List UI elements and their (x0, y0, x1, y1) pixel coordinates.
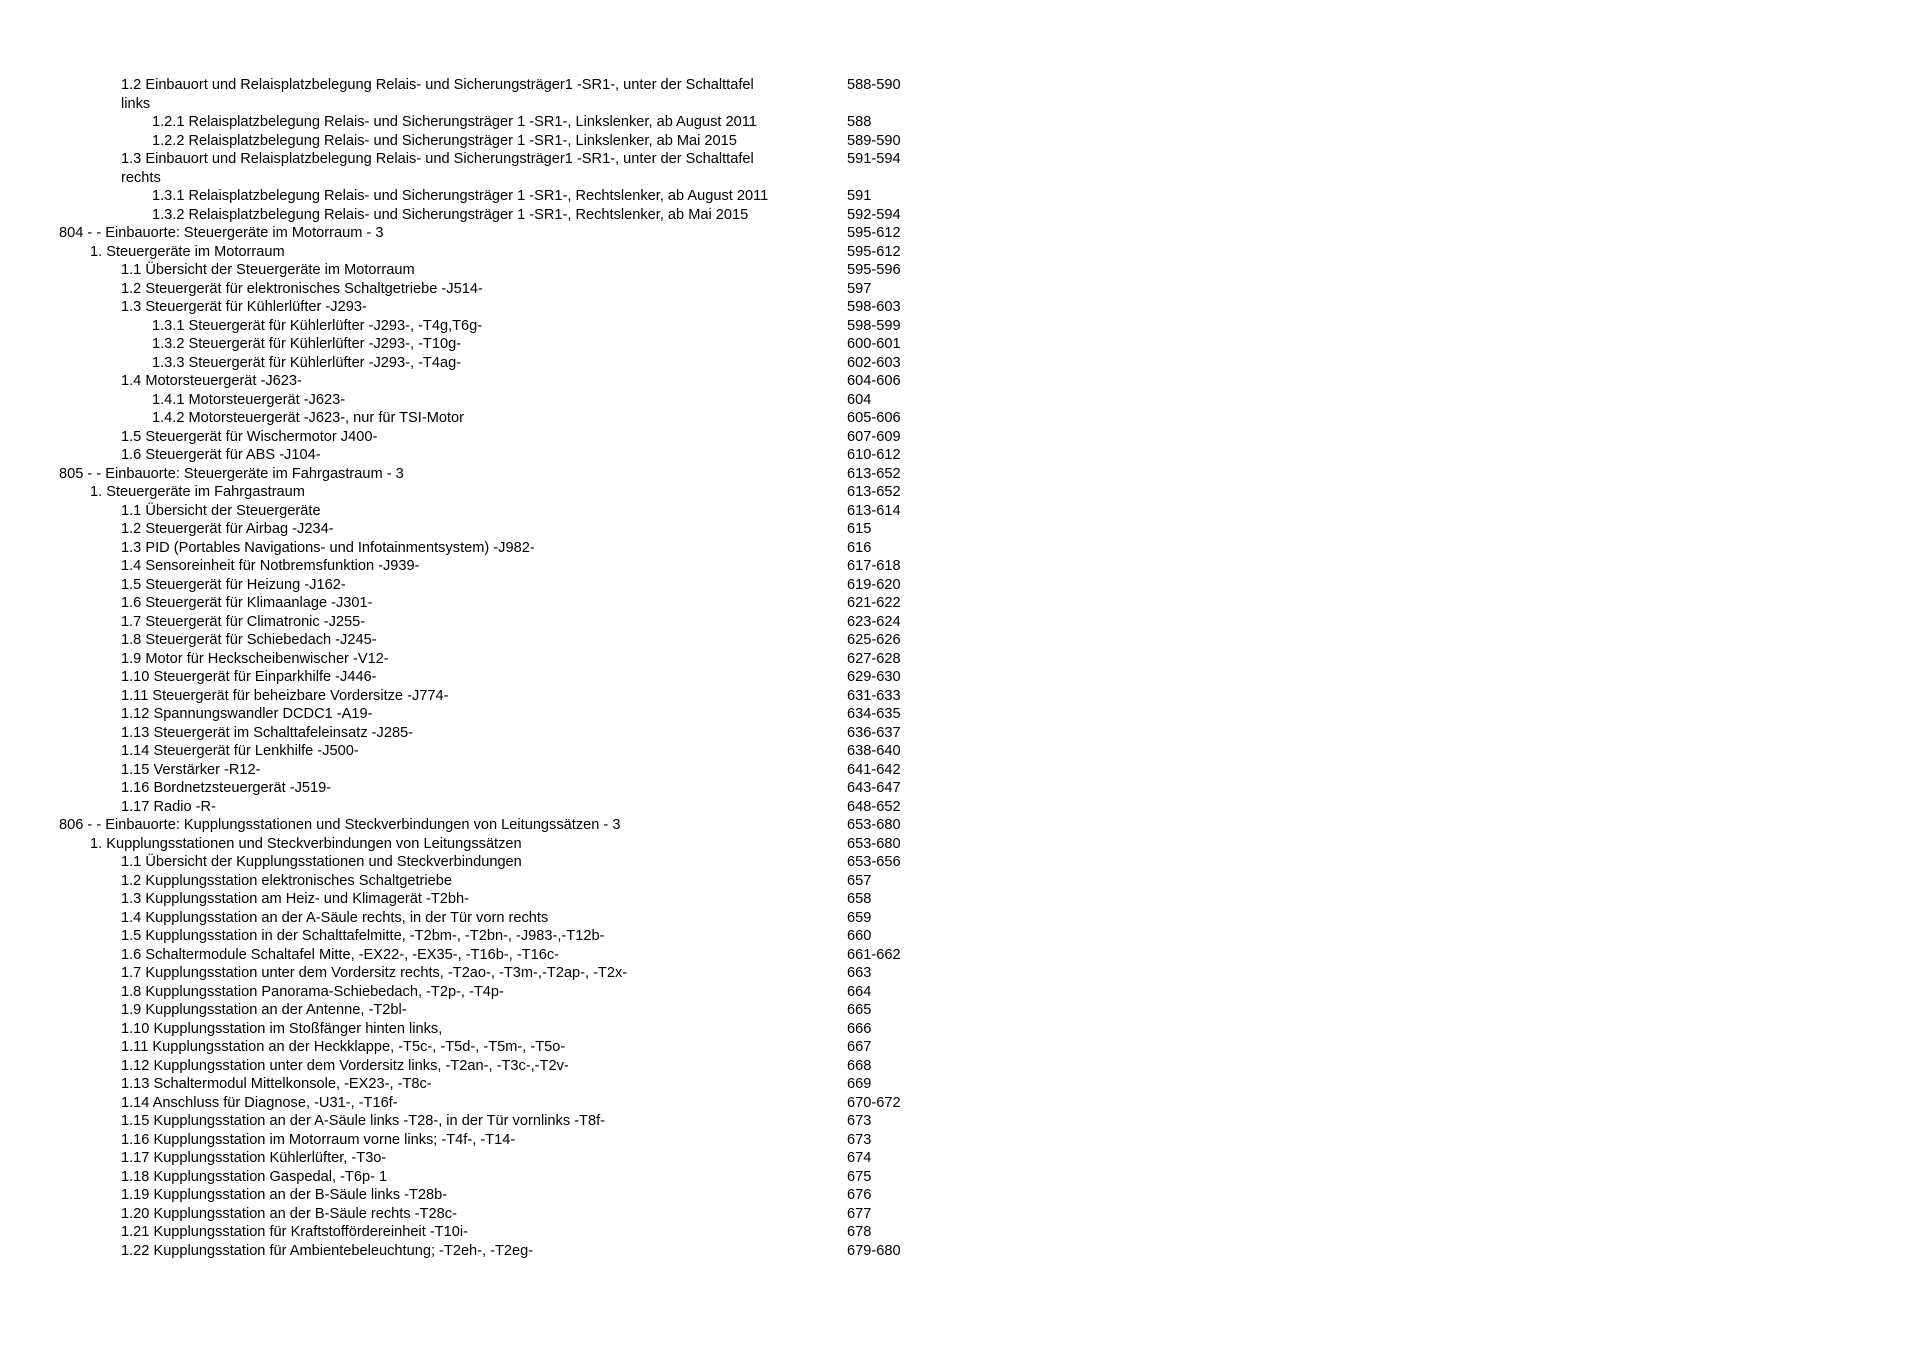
toc-entry-title: 1.3 Einbauort und Relaisplatzbelegung Relais- und Sicherungsträger1 -SR1-, unter der Schalttafel rechts (121, 151, 754, 186)
toc-entry-pages: 631-633 (847, 687, 901, 704)
toc-entry-pages: 600-601 (847, 336, 901, 352)
toc-entry (0, 1242, 960, 1261)
toc-entry (0, 761, 960, 780)
toc-entry-pages: 589-590 (847, 132, 901, 149)
toc-entry-pages: 598-599 (847, 317, 901, 334)
toc-entry (0, 446, 960, 465)
toc-entry (0, 1001, 960, 1020)
toc-entry (0, 243, 960, 262)
toc-entry (0, 927, 960, 946)
toc-entry-title: 1.2.1 Relaisplatzbelegung Relais- und Sicherungsträger 1 -SR1-, Linkslenker, ab August 2011 (152, 114, 757, 130)
toc-entry (0, 946, 960, 965)
toc-entry-title: 806 - - Einbauorte: Kupplungsstationen und Steckverbindungen von Leitungssätzen - 3 (59, 817, 621, 833)
toc-entry-title: 1.17 Radio -R- (121, 798, 216, 815)
toc-entry-pages: 653-680 (847, 817, 901, 833)
toc-entry (0, 1075, 960, 1094)
toc-entry-pages: 607-609 (847, 428, 901, 445)
toc-entry-title: 1.3.2 Steuergerät für Kühlerlüfter -J293-, -T10g- (152, 336, 462, 352)
toc-entry-pages: 676 (847, 1187, 872, 1203)
toc-entry (0, 280, 960, 299)
toc-entry-title: 1.18 Kupplungsstation Gaspedal, -T6p- 1 (121, 1168, 388, 1185)
toc-entry (0, 1112, 960, 1131)
toc-entry-title: 1.1 Übersicht der Steuergeräte im Motorraum (121, 262, 415, 278)
toc-entry (0, 964, 960, 983)
toc-entry-title: 1.6 Steuergerät für Klimaanlage -J301- (121, 595, 373, 611)
toc-entry (0, 317, 960, 336)
toc-entry-title: 1.2 Einbauort und Relaisplatzbelegung Relais- und Sicherungsträger1 -SR1-, unter der Schalttafel links (121, 77, 754, 112)
toc-entry-title: 1.10 Kupplungsstation im Stoßfänger hinten links, (121, 1020, 443, 1037)
toc-entry-title: 1.3.3 Steuergerät für Kühlerlüfter -J293-, -T4ag- (152, 354, 462, 371)
toc-entry-pages: 663 (847, 965, 872, 981)
toc-entry-pages: 641-642 (847, 761, 901, 778)
toc-entry (0, 1094, 960, 1113)
toc-entry-pages: 673 (847, 1131, 872, 1148)
toc-entry (0, 1020, 960, 1039)
toc-entry-title: 1.4.2 Motorsteuergerät -J623-, nur für TSI-Motor (152, 410, 465, 426)
toc-entry-title: 1.2 Kupplungsstation elektronisches Schaltgetriebe (121, 872, 453, 889)
toc-entry-pages: 595-596 (847, 262, 901, 278)
toc-entry-title: 1.11 Steuergerät für beheizbare Vordersitze -J774- (121, 687, 449, 704)
toc-entry-title: 1.16 Bordnetzsteuergerät -J519- (121, 780, 332, 796)
toc-entry-pages: 678 (847, 1224, 872, 1240)
toc-entry (0, 687, 960, 706)
toc-entry-title: 1.20 Kupplungsstation an der B-Säule rechts -T28c- (121, 1205, 457, 1222)
toc-entry (0, 1223, 960, 1242)
toc-entry-title: 1.19 Kupplungsstation an der B-Säule links -T28b- (121, 1187, 448, 1203)
toc-entry-pages: 613-652 (847, 465, 901, 482)
toc-entry-pages: 673 (847, 1113, 872, 1129)
toc-entry-title: 1.3.1 Relaisplatzbelegung Relais- und Sicherungsträger 1 -SR1-, Rechtslenker, ab August 2011 (152, 188, 769, 204)
toc-entry-pages: 604 (847, 391, 872, 408)
toc-entry (0, 1186, 960, 1205)
toc-entry (0, 187, 960, 206)
toc-entry-pages: 675 (847, 1168, 872, 1185)
toc-entry (0, 816, 960, 835)
toc-entry (0, 1205, 960, 1224)
toc-entry-title: 1.3.1 Steuergerät für Kühlerlüfter -J293-, -T4g,T6g- (152, 317, 483, 334)
toc-entry (0, 705, 960, 724)
toc-entry (0, 520, 960, 539)
toc-entry (0, 890, 960, 909)
toc-entry (0, 835, 960, 854)
toc-entry-pages: 658 (847, 891, 872, 907)
toc-entry-pages: 653-656 (847, 854, 901, 870)
toc-entry-pages: 605-606 (847, 410, 901, 426)
toc-entry-title: 1.4 Kupplungsstation an der A-Säule rechts, in der Tür vorn rechts (121, 909, 549, 926)
toc-entry (0, 798, 960, 817)
toc-entry (0, 1057, 960, 1076)
toc-entry-title: 1.14 Steuergerät für Lenkhilfe -J500- (121, 743, 359, 759)
toc-entry-pages: 617-618 (847, 558, 901, 574)
toc-entry-title: 1. Kupplungsstationen und Steckverbindungen von Leitungssätzen (90, 835, 522, 852)
toc-entry-title: 1.13 Steuergerät im Schalttafeleinsatz -J285- (121, 724, 414, 741)
toc-entry (0, 1038, 960, 1057)
toc-entry-title: 1.7 Kupplungsstation unter dem Vordersitz rechts, -T2ao-, -T3m-,-T2ap-, -T2x- (121, 965, 628, 981)
toc-entry-pages: 665 (847, 1002, 872, 1018)
toc-entry-title: 1.21 Kupplungsstation für Kraftstoffördereinheit -T10i- (121, 1224, 468, 1240)
toc-entry (0, 206, 960, 225)
toc-entry-pages: 598-603 (847, 299, 901, 315)
toc-entry-title: 1.10 Steuergerät für Einparkhilfe -J446- (121, 669, 377, 685)
toc-entry-pages: 661-662 (847, 946, 901, 963)
toc-entry (0, 132, 960, 151)
toc-entry (0, 853, 960, 872)
toc-entry-pages: 591-594 (847, 151, 901, 167)
toc-entry (0, 872, 960, 891)
toc-entry (0, 576, 960, 595)
toc-entry-pages: 664 (847, 983, 872, 1000)
toc-entry-pages: 677 (847, 1205, 872, 1222)
toc-entry-title: 1.4 Motorsteuergerät -J623- (121, 373, 302, 389)
toc-entry (0, 372, 960, 391)
toc-entry-pages: 629-630 (847, 669, 901, 685)
toc-entry-title: 1.17 Kupplungsstation Kühlerlüfter, -T3o- (121, 1150, 387, 1166)
toc-entry (0, 483, 960, 502)
toc-entry-title: 1. Steuergeräte im Fahrgastraum (90, 484, 305, 500)
toc-entry-pages: 666 (847, 1020, 872, 1037)
toc-entry-pages: 648-652 (847, 798, 901, 815)
toc-entry-title: 1.12 Spannungswandler DCDC1 -A19- (121, 706, 373, 722)
toc-entry (0, 465, 960, 484)
toc-entry-title: 1.3 Steuergerät für Kühlerlüfter -J293- (121, 299, 367, 315)
toc-entry (0, 983, 960, 1002)
toc-entry-pages: 616 (847, 539, 872, 556)
toc-entry (0, 76, 960, 113)
toc-entry (0, 539, 960, 558)
toc-entry-title: 1. Steuergeräte im Motorraum (90, 243, 285, 260)
toc-entry-pages: 667 (847, 1039, 872, 1055)
toc-entry-pages: 625-626 (847, 632, 901, 648)
toc-entry-pages: 613-614 (847, 502, 901, 519)
toc-entry (0, 613, 960, 632)
toc-entry (0, 779, 960, 798)
toc-entry-title: 1.3 Kupplungsstation am Heiz- und Klimagerät -T2bh- (121, 891, 469, 907)
toc-entry (0, 631, 960, 650)
toc-entry (0, 594, 960, 613)
toc-entry-title: 1.2.2 Relaisplatzbelegung Relais- und Sicherungsträger 1 -SR1-, Linkslenker, ab Mai 2015 (152, 132, 737, 149)
toc-entry-title: 1.3.2 Relaisplatzbelegung Relais- und Sicherungsträger 1 -SR1-, Rechtslenker, ab Mai 2015 (152, 206, 749, 223)
toc-entry-title: 1.1 Übersicht der Steuergeräte (121, 502, 321, 519)
toc-entry-title: 1.4 Sensoreinheit für Notbremsfunktion -J939- (121, 558, 420, 574)
toc-entry-pages: 636-637 (847, 724, 901, 741)
toc-entry-pages: 615 (847, 521, 872, 537)
toc-entry (0, 909, 960, 928)
toc-entry-title: 1.14 Anschluss für Diagnose, -U31-, -T16f- (121, 1094, 398, 1111)
toc-entry (0, 113, 960, 132)
toc-entry-pages: 588 (847, 114, 872, 130)
toc-entry (0, 557, 960, 576)
toc-entry-title: 1.11 Kupplungsstation an der Heckklappe, -T5c-, -T5d-, -T5m-, -T5o- (121, 1039, 566, 1055)
toc-entry-title: 1.5 Kupplungsstation in der Schalttafelmitte, -T2bm-, -T2bn-, -J983-,-T12b- (121, 928, 605, 944)
toc-entry-pages: 627-628 (847, 650, 901, 667)
toc-entry (0, 650, 960, 669)
toc-entry (0, 742, 960, 761)
toc-entry-pages: 610-612 (847, 447, 901, 463)
toc-entry-pages: 592-594 (847, 206, 901, 223)
toc-entry-title: 1.6 Steuergerät für ABS -J104- (121, 447, 321, 463)
toc-entry-title: 1.7 Steuergerät für Climatronic -J255- (121, 613, 366, 630)
toc-entry-pages: 623-624 (847, 613, 901, 630)
toc-entry-pages: 619-620 (847, 576, 901, 593)
toc-entry (0, 428, 960, 447)
toc-entry-pages: 657 (847, 872, 872, 889)
toc-entry-title: 804 - - Einbauorte: Steuergeräte im Motorraum - 3 (59, 225, 384, 241)
toc-entry-pages: 674 (847, 1150, 872, 1166)
toc-entry-pages: 653-680 (847, 835, 901, 852)
toc-entry-pages: 595-612 (847, 225, 901, 241)
table-of-contents (0, 76, 960, 1260)
toc-entry (0, 335, 960, 354)
toc-entry-pages: 604-606 (847, 373, 901, 389)
toc-entry (0, 1149, 960, 1168)
toc-entry-title: 1.16 Kupplungsstation im Motorraum vorne links; -T4f-, -T14- (121, 1131, 516, 1148)
toc-entry (0, 150, 960, 187)
toc-entry-title: 1.6 Schaltermodule Schaltafel Mitte, -EX22-, -EX35-, -T16b-, -T16c- (121, 946, 559, 963)
toc-entry-pages: 588-590 (847, 77, 901, 93)
toc-entry-title: 805 - - Einbauorte: Steuergeräte im Fahrgastraum - 3 (59, 465, 404, 482)
toc-entry-pages: 613-652 (847, 484, 901, 500)
toc-entry-title: 1.9 Kupplungsstation an der Antenne, -T2bl- (121, 1002, 407, 1018)
toc-entry-pages: 621-622 (847, 595, 901, 611)
toc-entry-title: 1.4.1 Motorsteuergerät -J623- (152, 391, 346, 408)
toc-entry-pages: 659 (847, 909, 872, 926)
toc-entry-pages: 643-647 (847, 780, 901, 796)
toc-entry-pages: 679-680 (847, 1242, 901, 1259)
toc-entry-title: 1.15 Verstärker -R12- (121, 761, 261, 778)
toc-entry (0, 1168, 960, 1187)
toc-entry-title: 1.5 Steuergerät für Heizung -J162- (121, 576, 346, 593)
toc-entry-pages: 669 (847, 1076, 872, 1092)
toc-entry-title: 1.9 Motor für Heckscheibenwischer -V12- (121, 650, 389, 667)
toc-entry-title: 1.15 Kupplungsstation an der A-Säule links -T28-, in der Tür vornlinks -T8f- (121, 1113, 605, 1129)
toc-entry-pages: 602-603 (847, 354, 901, 371)
toc-entry (0, 298, 960, 317)
toc-entry-title: 1.12 Kupplungsstation unter dem Vordersitz links, -T2an-, -T3c-,-T2v- (121, 1057, 569, 1074)
toc-entry-pages: 595-612 (847, 243, 901, 260)
toc-entry-title: 1.5 Steuergerät für Wischermotor J400- (121, 428, 378, 445)
toc-entry-title: 1.1 Übersicht der Kupplungsstationen und Steckverbindungen (121, 854, 522, 870)
toc-entry (0, 1131, 960, 1150)
toc-entry (0, 391, 960, 410)
toc-entry-title: 1.13 Schaltermodul Mittelkonsole, -EX23-, -T8c- (121, 1076, 432, 1092)
toc-entry-pages: 660 (847, 928, 872, 944)
toc-entry (0, 409, 960, 428)
toc-entry-pages: 591 (847, 188, 872, 204)
toc-entry-title: 1.2 Steuergerät für Airbag -J234- (121, 521, 334, 537)
toc-entry-title: 1.8 Kupplungsstation Panorama-Schiebedach, -T2p-, -T4p- (121, 983, 504, 1000)
toc-entry-pages: 638-640 (847, 743, 901, 759)
toc-entry-title: 1.3 PID (Portables Navigations- und Infotainmentsystem) -J982- (121, 539, 535, 556)
toc-entry (0, 724, 960, 743)
toc-entry-title: 1.8 Steuergerät für Schiebedach -J245- (121, 632, 377, 648)
toc-entry (0, 261, 960, 280)
toc-entry (0, 354, 960, 373)
toc-entry (0, 502, 960, 521)
toc-entry (0, 668, 960, 687)
toc-entry-title: 1.2 Steuergerät für elektronisches Schaltgetriebe -J514- (121, 280, 483, 297)
toc-entry (0, 224, 960, 243)
toc-entry-pages: 597 (847, 280, 872, 297)
toc-entry-title: 1.22 Kupplungsstation für Ambientebeleuchtung; -T2eh-, -T2eg- (121, 1242, 534, 1259)
toc-entry-pages: 670-672 (847, 1094, 901, 1111)
toc-entry-pages: 634-635 (847, 706, 901, 722)
toc-entry-pages: 668 (847, 1057, 872, 1074)
